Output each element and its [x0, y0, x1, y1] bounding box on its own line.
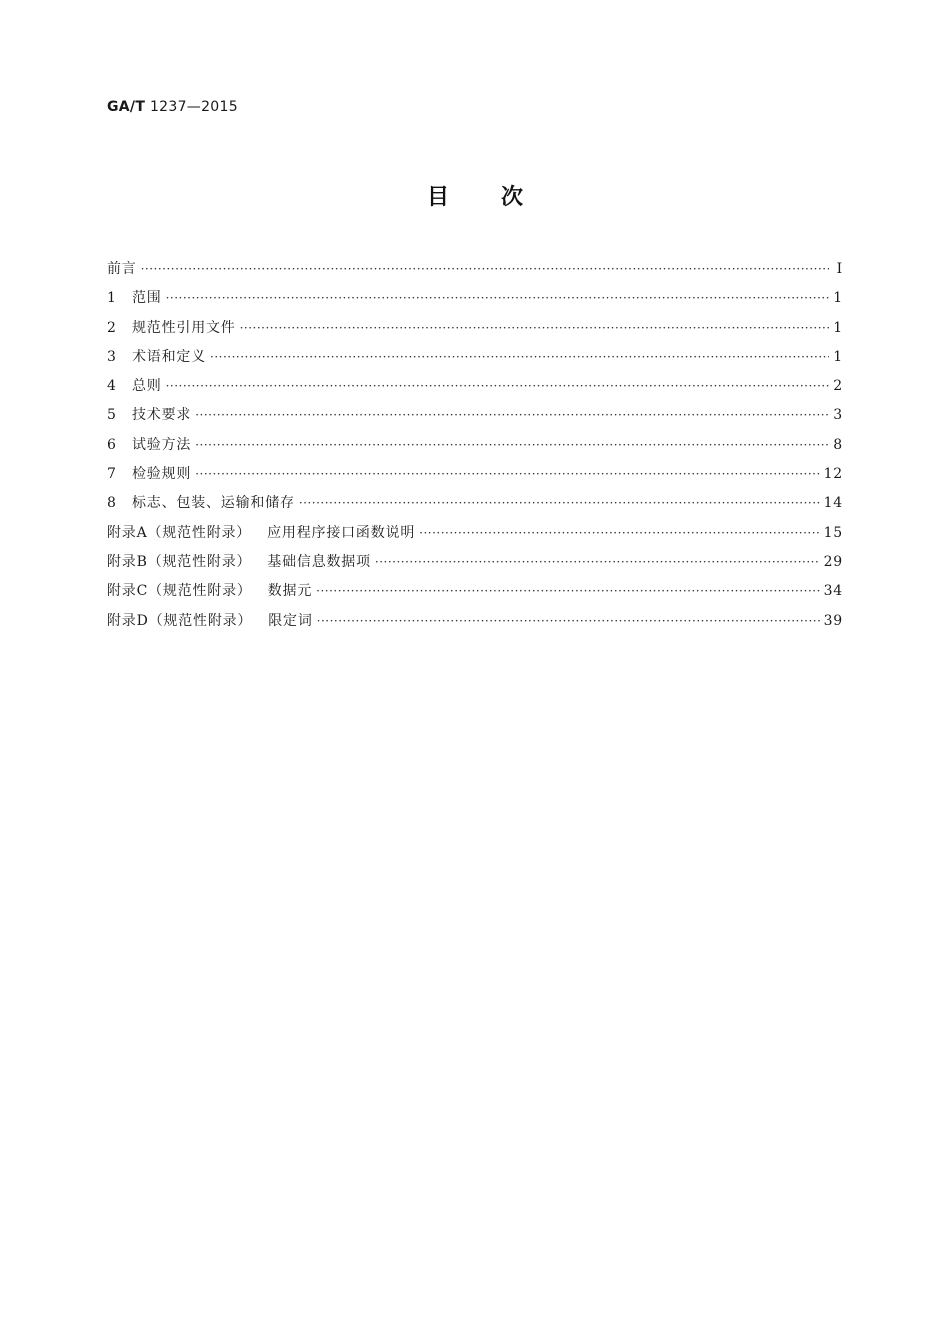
toc-entry-label: 总则	[132, 378, 162, 395]
toc-entry-label: 应用程序接口函数说明	[267, 524, 416, 541]
toc-entry-page: 29	[823, 553, 843, 570]
toc-entry-number: 4	[107, 378, 117, 395]
toc-entry-number: 2	[107, 319, 117, 336]
toc-leader-dots	[299, 496, 820, 510]
toc-entry-label: 数据元	[267, 583, 313, 600]
toc-leader-dots	[195, 438, 829, 452]
document-code-number: 1237—2015	[149, 99, 238, 115]
toc-leader-dots	[240, 321, 829, 335]
toc-entry-3[interactable]	[107, 346, 843, 375]
toc-entry-page: 14	[823, 495, 843, 512]
toc-entry-label: 标志、包装、运输和储存	[132, 495, 295, 512]
toc-leader-dots	[375, 555, 820, 569]
toc-entry-annex-prefix: 附录D（规范性附录）	[107, 612, 253, 629]
toc-entry-annex-d[interactable]	[107, 610, 843, 639]
toc-leader-dots	[141, 262, 829, 276]
toc-entry-foreword[interactable]	[107, 258, 843, 287]
toc-entry-annex-prefix: 附录A（规范性附录）	[107, 524, 252, 541]
toc-leader-dots	[166, 291, 829, 305]
toc-entry-number: 7	[107, 466, 117, 483]
toc-entry-1[interactable]	[107, 287, 843, 316]
toc-entry-label: 检验规则	[132, 466, 192, 483]
toc-leader-dots	[316, 584, 819, 598]
toc-entry-page: 8	[833, 436, 843, 453]
toc-entry-4[interactable]	[107, 375, 843, 404]
page-title-part2: 次	[501, 185, 524, 210]
toc-entry-7[interactable]	[107, 463, 843, 492]
toc-entry-page: 1	[833, 348, 843, 365]
document-code-prefix: GA/T	[107, 99, 146, 115]
toc-entry-number: 6	[107, 436, 117, 453]
page-title	[0, 180, 950, 211]
toc-entry-label: 术语和定义	[132, 348, 206, 365]
toc-leader-dots	[419, 526, 819, 540]
toc-entry-page: 1	[833, 290, 843, 307]
toc-entry-annex-c[interactable]	[107, 580, 843, 609]
toc-entry-label: 范围	[132, 290, 162, 307]
toc-entry-annex-prefix: 附录C（规范性附录）	[107, 583, 252, 600]
toc-entry-page: 12	[823, 466, 843, 483]
toc-entry-label: 基础信息数据项	[267, 553, 371, 570]
toc-entry-2[interactable]	[107, 317, 843, 346]
toc-entry-label: 技术要求	[132, 407, 192, 424]
toc-entry-6[interactable]	[107, 434, 843, 463]
toc-entry-label: 限定词	[268, 612, 313, 629]
toc-leader-dots	[195, 408, 829, 422]
toc-leader-dots	[166, 379, 829, 393]
toc-entry-number: 8	[107, 495, 117, 512]
toc-entry-number: 1	[107, 290, 117, 307]
toc-entry-annex-b[interactable]	[107, 551, 843, 580]
table-of-contents	[107, 258, 843, 639]
document-code	[107, 99, 238, 115]
toc-entry-label: 前言	[107, 261, 137, 277]
toc-entry-number: 3	[107, 348, 117, 365]
toc-entry-5[interactable]	[107, 404, 843, 433]
toc-entry-number: 5	[107, 407, 117, 424]
toc-entry-page: 34	[823, 583, 843, 600]
toc-leader-dots	[317, 614, 820, 628]
toc-entry-annex-prefix: 附录B（规范性附录）	[107, 553, 252, 570]
toc-entry-label: 试验方法	[132, 436, 192, 453]
toc-entry-label: 规范性引用文件	[132, 319, 236, 336]
toc-entry-page: 2	[833, 378, 843, 395]
toc-leader-dots	[210, 350, 829, 364]
toc-entry-page: 15	[823, 524, 843, 541]
toc-entry-page: 1	[833, 319, 843, 336]
toc-entry-8[interactable]	[107, 492, 843, 521]
toc-entry-page: 3	[833, 407, 843, 424]
toc-leader-dots	[195, 467, 819, 481]
page-title-part1: 目	[426, 185, 449, 210]
toc-entry-page: Ⅰ	[836, 261, 843, 277]
toc-entry-annex-a[interactable]	[107, 522, 843, 551]
toc-entry-page: 39	[823, 612, 843, 629]
